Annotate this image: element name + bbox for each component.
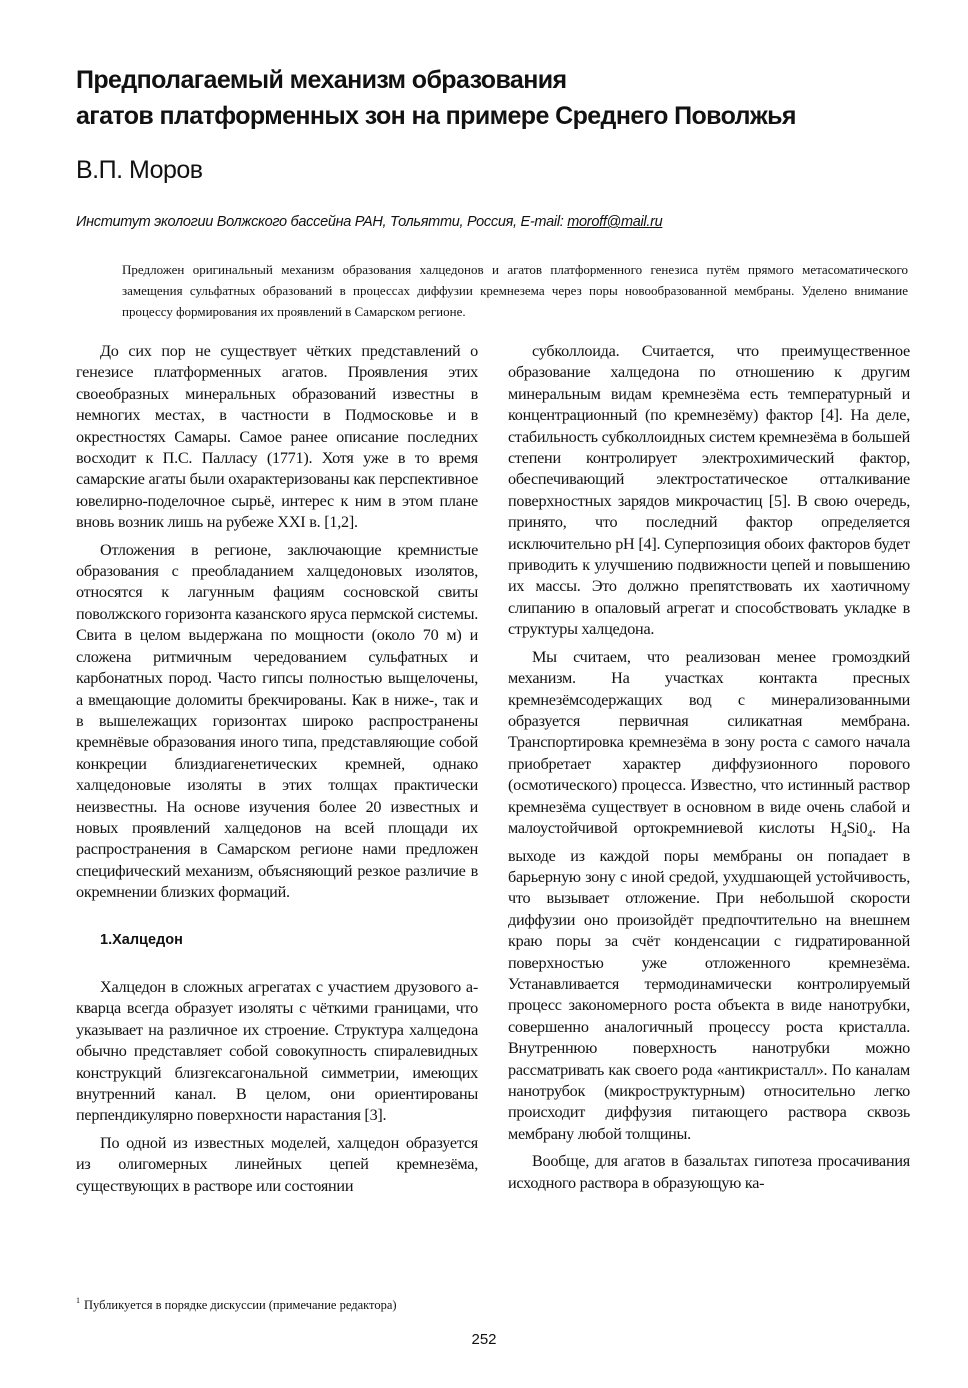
body-paragraph: субколлоида. Считается, что преимущественное образование халцедона по отношению к другим минеральным видам кремнезёма есть температурный и концентрационный (по кремнезёму) фактор [4]. На деле, стабильность субколлоидных систем кремнезёма в большей степени контролирует электрохимический фактор, обеспечивающий электростатическое отталкивание поверхностных зарядов микрочастиц [5]. В свою очередь, принято, что последний фактор определяется исключительно pH [4]. Суперпозиция обоих факторов будет приводить к улучшению подвижности цепей и повышению их массы. Это должно препятствовать их хаотичному слипанию в опаловый агрегат и способствовать укладке в структуры халцедона.	[508, 342, 910, 639]
article-title-line-2: агатов платформенных зон на примере Среднего Поволжья	[76, 102, 796, 130]
right-column	[508, 341, 910, 1194]
left-column	[76, 341, 478, 1197]
body-paragraph: По одной из известных моделей, халцедон образуется из олигомерных линейных цепей кремнезёма, существующих в растворе или состоянии	[76, 1133, 478, 1195]
subscript: 4	[867, 829, 873, 841]
article-title	[76, 62, 916, 134]
body-paragraph: Вообще, для агатов в базальтах гипотеза просачивания исходного раствора в образующую ка-	[508, 1152, 910, 1192]
page-number: 252	[471, 1331, 497, 1348]
affiliation	[76, 214, 662, 230]
body-paragraph: Отложения в регионе, заключающие кремнистые образования с преобладанием халцедоновых изолятов, относятся к лагунным фациям сосновской свиты поволжского горизонта казанского яруса пермской системы. Свита в целом выдержана по мощности (около 70 м) и сложена ритмичным чередованием сульфатных и карбонатных пород. Часто гипсы полностью выщелочены, а вмещающие доломиты брекчированы. Как в ниже-, так и в вышележащих горизонтах широко распространены кремнёвые образования иного типа, представляющие собой конкреции близдиагенетических кремней, однако халцедоновые изоляты в этих толщах практически неизвестны. На основе изучения более 20 известных и новых проявлений халцедонов на всей площади их распространения в Самарском регионе нами предложен специфический механизм, объясняющий резкое различие в окремнении близких формаций.	[76, 540, 478, 902]
author-name: В.П. Моров	[76, 156, 203, 184]
footnote-marker: 1	[76, 1296, 80, 1305]
article-title-line-1: Предполагаемый механизм образования	[76, 66, 567, 94]
footnote	[76, 1296, 397, 1313]
paragraph-text: Si0	[846, 818, 868, 837]
subscript: 4	[841, 829, 847, 841]
paragraph-text: . На выходе из каждой поры мембраны он попадает в барьерную зону с иной средой, ухудшающей устойчивость, что вызывает отложение. При небольшой скорости диффузии оно произойдёт предпочтительно на внешнем краю поры за счёт конденсации с гидратированной поверхностью уже отложенного кремнезёма. Устанавливается термодинамически контролируемый процесс закономерного роста объекта в виде нанотрубки, совершенно аналогичный процессу роста кристалла. Внутреннюю поверхность нанотрубки можно рассматривать как своего рода «антикристалл». По каналам нанотрубок (микроструктурным) относительно легко происходит диффузия питающего раствора сквозь мембрану любой толщины.	[508, 818, 910, 1143]
email-link[interactable]: moroff@mail.ru	[567, 214, 663, 230]
body-paragraph: До сих пор не существует чётких представлений о генезисе платформенных агатов. Проявления этих своеобразных минеральных образований известны в немногих местах, в частности в Подмосковье и в окрестностях Самары. Самое ранее описание последних восходит к П.С. Палласу (1771). Хотя уже в то время самарские агаты были охарактеризованы как перспективное ювелирно-поделочное сырьё, интерес к ним в этом плане вновь возник лишь на рубеже XXI в. [1,2].	[76, 342, 478, 532]
affiliation-text: Институт экологии Волжского бассейна РАН, Тольятти, Россия, E-mail:	[76, 214, 568, 230]
section-heading: 1.Халцедон	[100, 931, 183, 948]
paragraph-text: Мы считаем, что реализован менее громоздкий механизм. На участках контакта пресных кремнезёмсодержащих вод с минерализованными образуется первичная силикатная мембрана. Транспортировка кремнезёма в зону роста с самого начала приобретает характер диффузионного порового (осмотического) процесса. Известно, что истинный раствор кремнезёма существует в основном в виде очень слабой и малоустойчивой ортокремниевой кислоты H	[508, 647, 910, 837]
body-paragraph	[508, 647, 910, 1146]
body-paragraph: Халцедон в сложных агрегатах с участием друзового а-кварца всегда образует изоляты с чёткими границами, что указывает на различное их строение. Структура халцедона обычно представляет собой совокупность спиралевидных конструкций близгексагональной симметрии, имеющих внутренний канал. В целом, они ориентированы перпендикулярно поверхности нарастания [3].	[76, 977, 478, 1125]
footnote-text: Публикуется в порядке дискуссии (примечание редактора)	[84, 1298, 397, 1312]
abstract: Предложен оригинальный механизм образования халцедонов и агатов платформенного генезиса путём прямого метасоматического замещения сульфатных образований в процессах диффузии кремнезема через поры новообразованной мембраны. Уделено внимание процессу формирования их проявлений в Самарском регионе.	[122, 262, 908, 319]
